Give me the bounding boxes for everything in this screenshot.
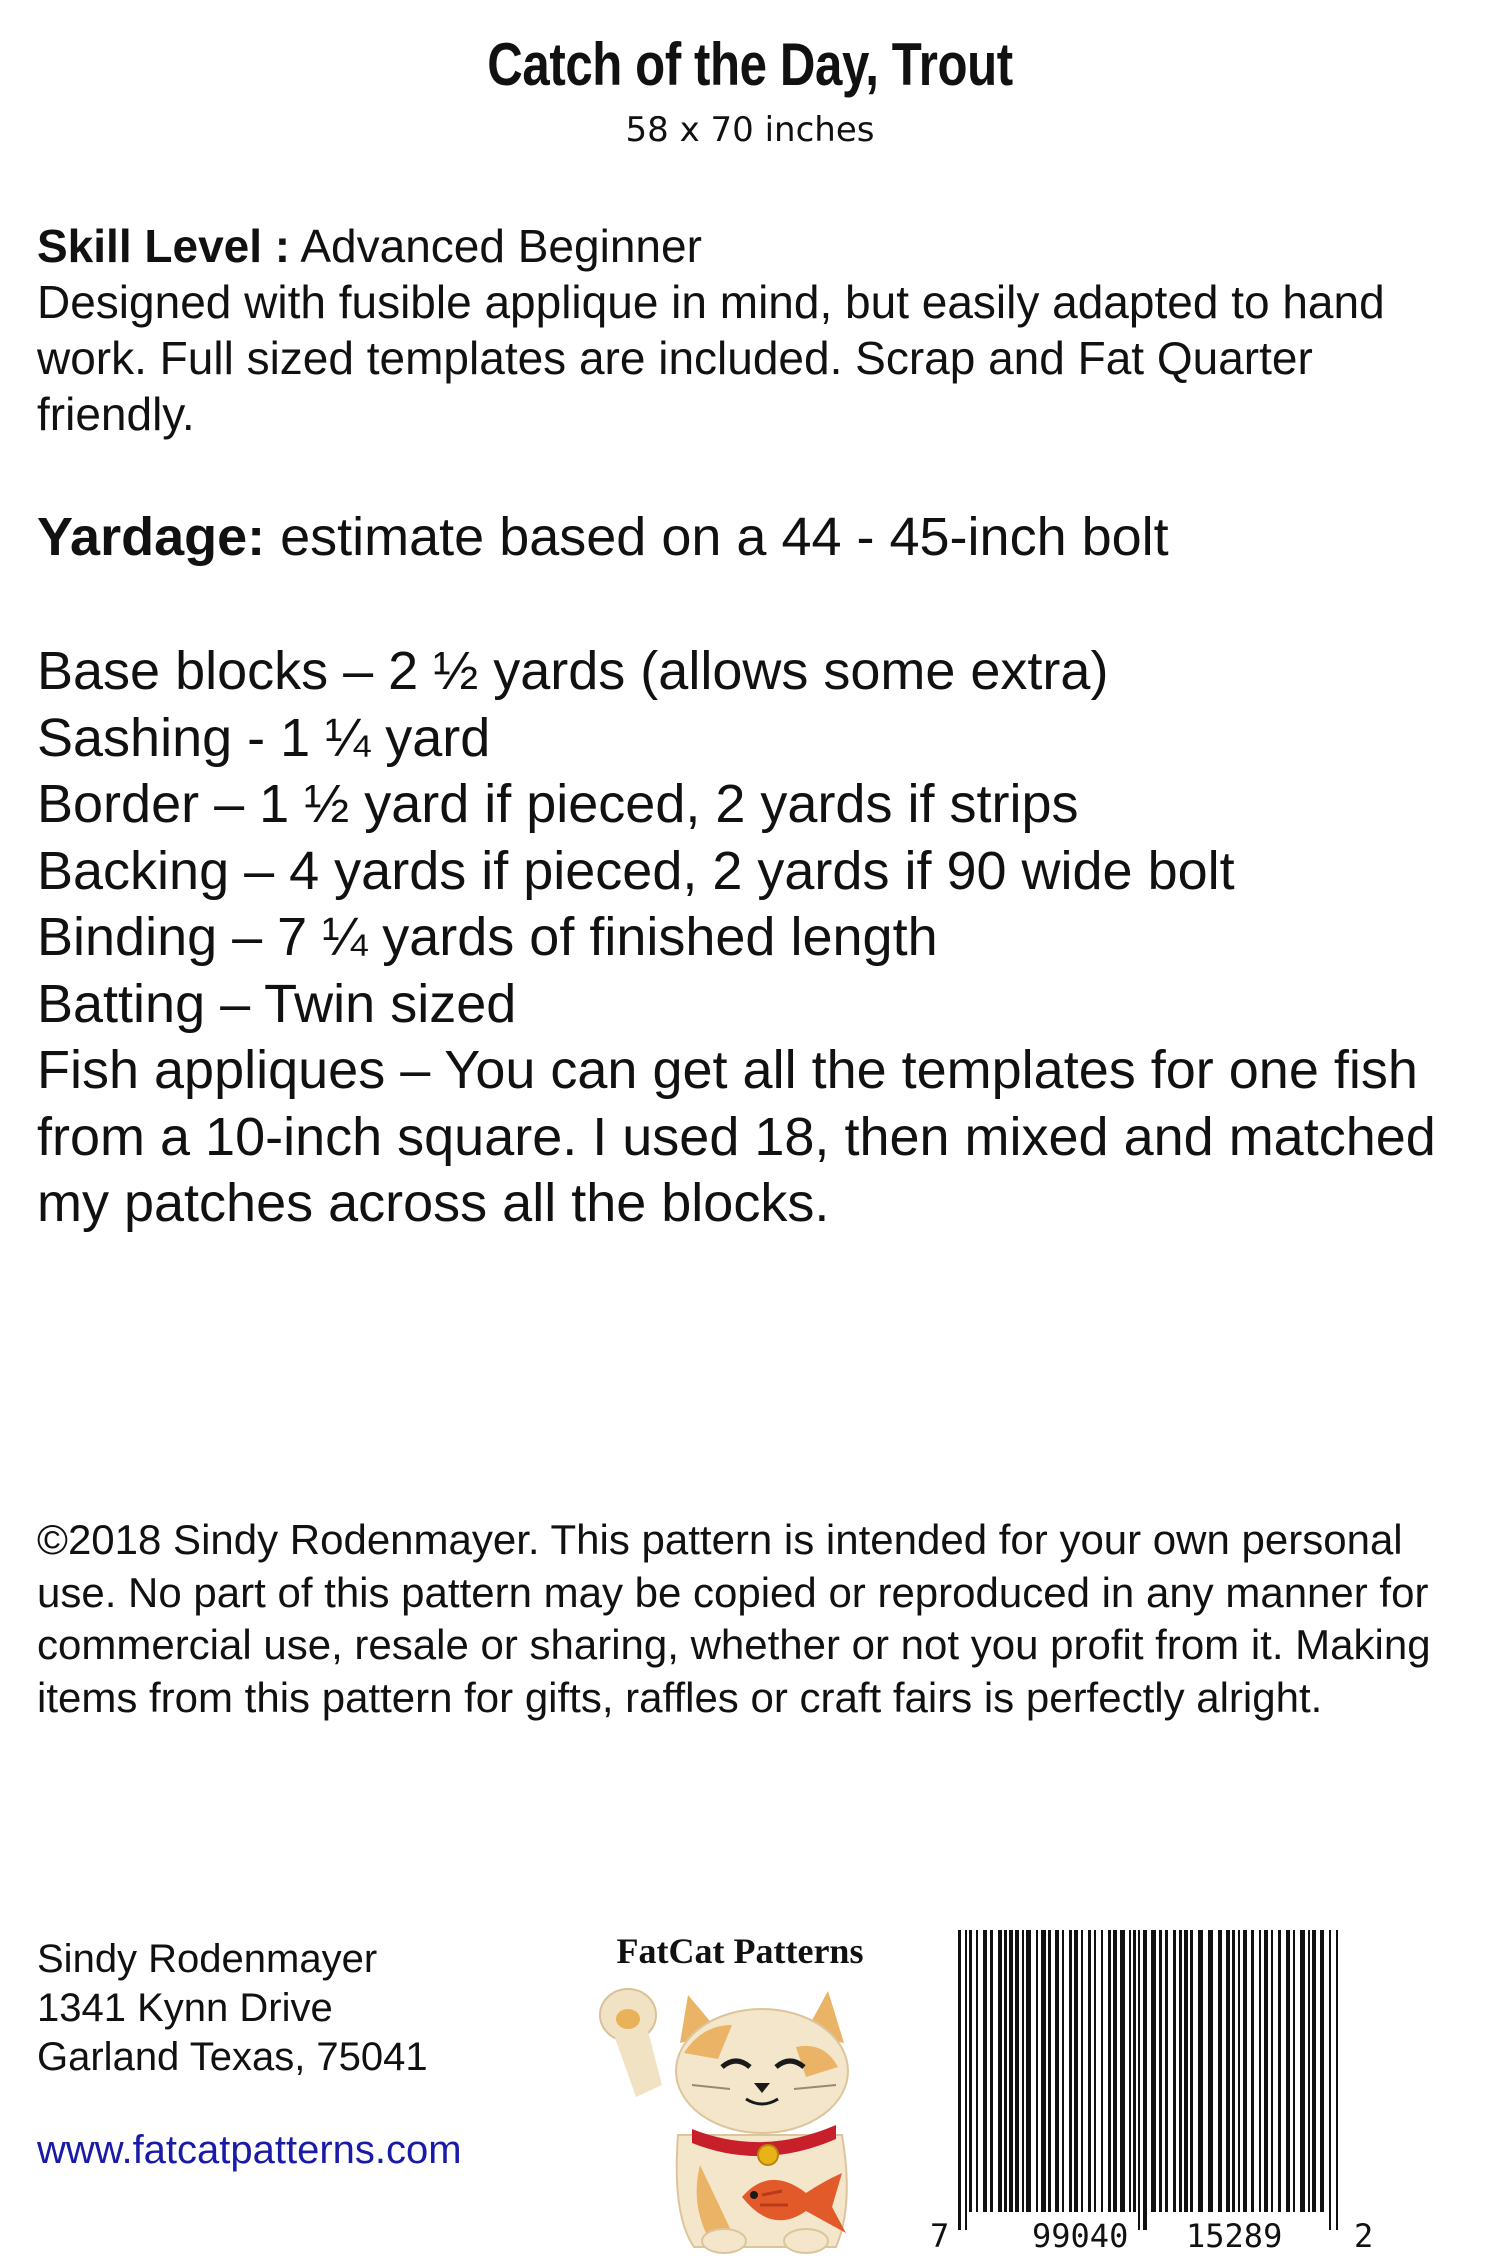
barcode-bar — [1286, 1930, 1290, 2212]
barcode-bar — [1259, 1930, 1261, 2212]
barcode-bar — [1238, 1930, 1240, 2212]
quilt-size: 58 x 70 inches — [625, 110, 875, 150]
barcode-bar — [998, 1930, 1002, 2212]
barcode-bar — [1312, 1930, 1316, 2212]
barcode-bar — [1074, 1930, 1078, 2212]
barcode — [930, 1930, 1380, 2259]
contact-name: Sindy Rodenmayer — [37, 1937, 378, 1981]
list-item: Binding – 7 ¼ yards of finished length — [37, 907, 938, 967]
contact-address — [37, 1935, 428, 2082]
skill-value: Advanced Beginner — [300, 220, 702, 272]
barcode-bar — [1026, 1930, 1031, 2212]
skill-section — [37, 218, 1457, 442]
yardage-note: estimate based on a 44 - 45-inch bolt — [280, 507, 1169, 567]
barcode-bar — [1264, 1930, 1268, 2212]
barcode-group-1: 99040 — [1032, 2217, 1129, 2255]
barcode-bar — [1218, 1930, 1222, 2212]
barcode-bar — [1133, 1930, 1136, 2212]
brand-name: FatCat Patterns — [616, 1931, 864, 1971]
list-item: Batting – Twin sized — [37, 973, 517, 1034]
barcode-bar — [1251, 1930, 1254, 2212]
barcode-bar — [1036, 1930, 1038, 2212]
contact-city: Garland Texas, 75041 — [37, 2035, 428, 2079]
barcode-bar — [1184, 1930, 1188, 2212]
barcode-bar — [1143, 1930, 1147, 2230]
barcode-bar — [1173, 1930, 1176, 2212]
list-item: Backing – 4 yards if pieced, 2 yards if 90 wide bolt — [37, 840, 1235, 901]
barcode-bar — [976, 1930, 978, 2212]
barcode-bar — [1208, 1930, 1213, 2212]
barcode-bar — [1190, 1930, 1193, 2212]
list-item: Border – 1 ½ yard if pieced, 2 yards if strips — [37, 774, 1079, 834]
barcode-bar — [1108, 1930, 1111, 2212]
barcode-bar — [1300, 1930, 1305, 2212]
copyright-notice: ©2018 Sindy Rodenmayer. This pattern is intended for your own personal use. No part of this pattern may be copied or reproduced in any manner for commercial use, resale or sharing, whether or not you profit from it. Making items from this pattern for gifts, raffles or craft fairs is perfectly alright. — [37, 1516, 1431, 1721]
barcode-bar — [969, 1930, 972, 2212]
barcode-bar — [965, 1930, 967, 2230]
barcode-bar — [1308, 1930, 1310, 2212]
barcode-bar — [1022, 1930, 1024, 2212]
lucky-cat-holding-fish-icon — [592, 1985, 872, 2255]
barcode-bar — [1138, 1930, 1140, 2230]
barcode-bar — [1232, 1930, 1235, 2212]
barcode-bar — [1101, 1930, 1103, 2212]
barcode-bar — [1048, 1930, 1051, 2212]
barcode-bar — [1329, 1930, 1331, 2230]
barcode-bar — [1129, 1930, 1131, 2212]
barcode-bar — [1015, 1930, 1019, 2212]
barcode-bar — [1004, 1930, 1007, 2212]
page-title: Catch of the Day, Trout — [487, 31, 1013, 98]
barcode-bar — [1120, 1930, 1125, 2212]
barcode-bar — [1278, 1930, 1281, 2212]
barcode-group-2: 15289 — [1186, 2217, 1283, 2255]
list-item: Base blocks – 2 ½ yards (allows some extra) — [37, 641, 1109, 701]
barcode-bar — [1081, 1930, 1083, 2212]
barcode-bar — [1094, 1930, 1096, 2212]
barcode-bar — [958, 1930, 961, 2230]
barcode-bar — [1069, 1930, 1072, 2212]
skill-label: Skill Level : — [37, 220, 291, 272]
barcode-bar — [1320, 1930, 1324, 2212]
yardage-label: Yardage: — [37, 507, 266, 567]
barcode-bar — [1088, 1930, 1091, 2212]
yardage-heading — [37, 505, 1477, 569]
barcode-bar — [1159, 1930, 1162, 2212]
barcode-bars — [930, 1930, 1380, 2230]
barcode-bar — [1009, 1930, 1013, 2212]
barcode-bar — [1293, 1930, 1295, 2212]
barcode-bar — [1055, 1930, 1059, 2212]
contact-street: 1341 Kynn Drive — [37, 1986, 333, 2030]
barcode-bar — [1113, 1930, 1117, 2212]
barcode-digit-left: 7 — [930, 2217, 950, 2255]
website-link[interactable]: www.fatcatpatterns.com — [37, 2128, 462, 2172]
barcode-bar — [1198, 1930, 1203, 2212]
barcode-bar — [1271, 1930, 1273, 2212]
barcode-bar — [1179, 1930, 1182, 2212]
barcode-bar — [1243, 1930, 1247, 2212]
barcode-bar — [1062, 1930, 1064, 2212]
barcode-digit-right: 2 — [1354, 2217, 1374, 2255]
barcode-bar — [1151, 1930, 1156, 2212]
barcode-bar — [1165, 1930, 1168, 2212]
skill-description: Designed with fusible applique in mind, but easily adapted to hand work. Full sized templates are included. Scrap and Fat Quarter friendly. — [37, 276, 1385, 440]
barcode-bar — [1226, 1930, 1230, 2212]
barcode-bar — [983, 1930, 987, 2212]
barcode-bar — [990, 1930, 993, 2212]
list-item: Sashing - 1 ¼ yard — [37, 707, 491, 768]
yardage-list — [37, 638, 1477, 1237]
barcode-bar — [1336, 1930, 1338, 2230]
barcode-bar — [1041, 1930, 1046, 2212]
list-item: Fish appliques – You can get all the templates for one fish from a 10-inch square. I used 18, then mixed and matched my patches across all the blocks. — [37, 1040, 1436, 1233]
